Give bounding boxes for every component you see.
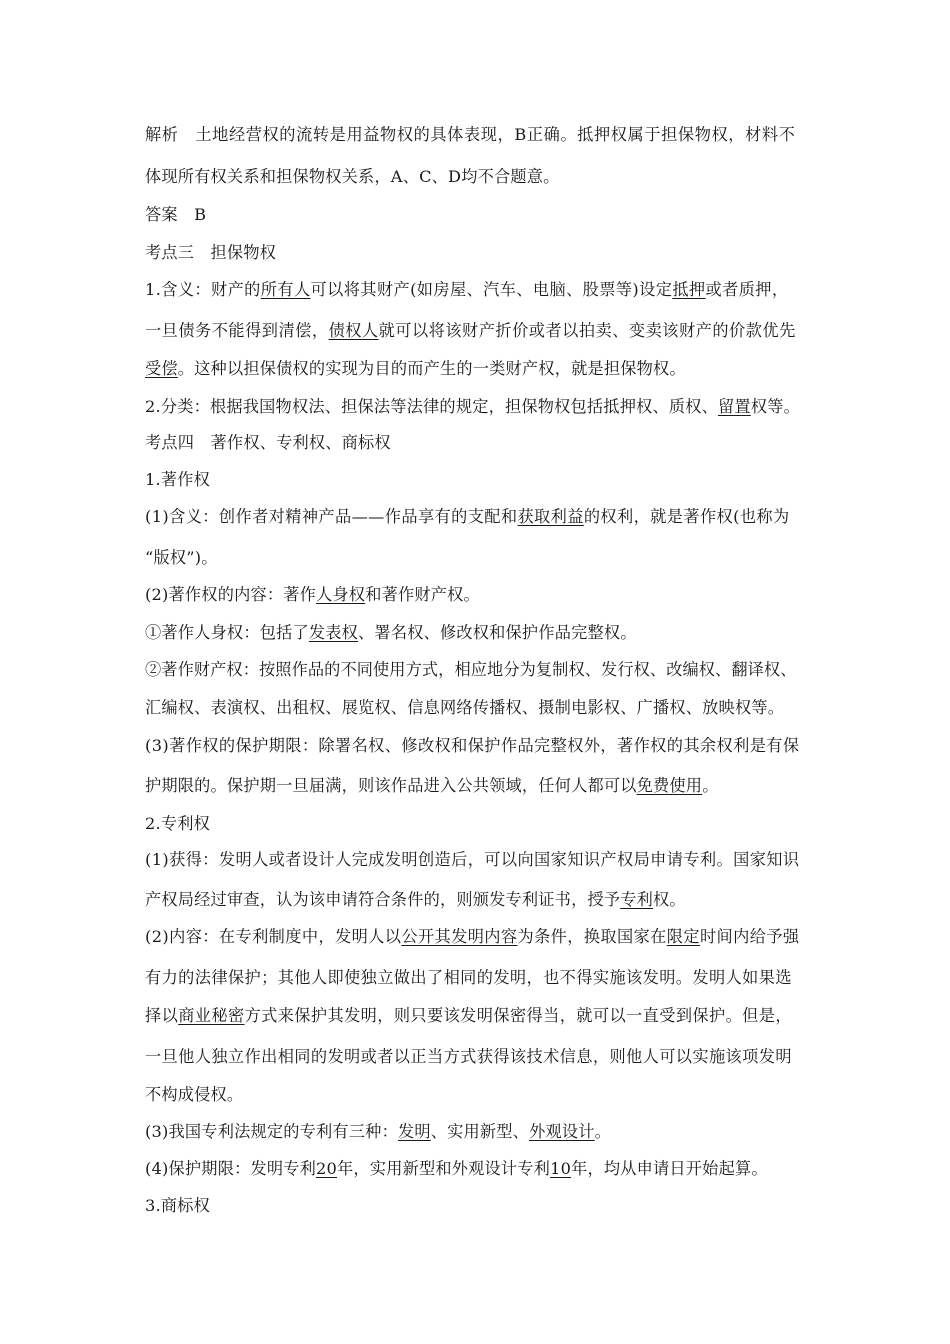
text-line: [145, 279, 815, 301]
underlined-key-term: 免费使用: [636, 776, 703, 795]
text-line: [145, 166, 815, 188]
text-segment: 年，实用新型和外观设计专利: [337, 1159, 551, 1178]
text-segment: 一旦债务不能得到清偿，: [145, 321, 329, 340]
text-line: [145, 1005, 815, 1027]
underlined-key-term: 获取利益: [517, 507, 584, 526]
underlined-key-term: 抵押: [672, 280, 706, 299]
underlined-key-term: 债权人: [328, 321, 379, 340]
text-segment: 择以: [145, 1006, 179, 1025]
text-line: [145, 1084, 815, 1106]
text-segment: 时间内给予强: [699, 927, 800, 946]
text-segment: 有力的法律保护；其他人即使独立做出了相同的发明，也不得实施该发明。发明人如果选: [145, 968, 792, 987]
text-segment: ②著作财产权：按照作品的不同使用方式，相应地分为复制权、发行权、改编权、翻译权、: [145, 660, 797, 679]
text-line: [145, 697, 815, 719]
text-line: [145, 659, 815, 681]
text-segment: 、实用新型、: [430, 1122, 530, 1141]
text-segment: 体现所有权关系和担保物权关系，A、C、D均不合题意。: [145, 167, 560, 186]
text-segment: 。这种以担保债权的实现为目的而产生的一类财产权，就是担保物权。: [177, 359, 686, 378]
text-segment: 汇编权、表演权、出租权、展览权、信息网络传播权、摄制电影权、广播权、放映权等。: [145, 698, 785, 717]
text-segment: (1)获得：发明人或者设计人完成发明创造后，可以向国家知识产权局申请专利。国家知识: [145, 850, 800, 869]
text-segment: 。: [594, 1122, 612, 1141]
text-line: [145, 396, 815, 418]
text-segment: (2)内容：在专利制度中，发明人以: [145, 927, 402, 946]
text-line: [145, 1121, 815, 1143]
text-segment: 或者质押，: [705, 280, 789, 299]
text-segment: 2.专利权: [145, 814, 211, 833]
text-line: [145, 584, 815, 606]
text-segment: 就可以将该财产折价或者以拍卖、变卖该财产的价款优先: [378, 321, 796, 340]
text-segment: 答案 B: [145, 205, 207, 224]
text-line: [145, 506, 815, 528]
text-segment: 为条件，换取国家在: [517, 927, 667, 946]
text-line: [145, 1195, 815, 1217]
text-segment: “版权”)。: [145, 548, 218, 567]
text-line: [145, 358, 815, 380]
text-line: [145, 1158, 815, 1180]
text-line: [145, 967, 815, 989]
text-segment: 考点四 著作权、专利权、商标权: [145, 433, 391, 452]
text-segment: 1.含义：财产的: [145, 280, 261, 299]
text-segment: 不构成侵权。: [145, 1085, 244, 1104]
text-segment: 考点三 担保物权: [145, 243, 277, 262]
underlined-key-term: 外观设计: [529, 1122, 595, 1141]
text-line: [145, 547, 815, 569]
text-line: [145, 849, 815, 871]
text-segment: 。: [702, 776, 719, 795]
underlined-key-term: 20: [316, 1159, 338, 1178]
text-segment: (1)含义：创作者对精神产品——作品享有的支配和: [145, 507, 518, 526]
underlined-key-term: 留置: [718, 397, 751, 416]
underlined-key-term: 所有人: [260, 280, 311, 299]
text-segment: 方式来保护其发明，则只要该发明保密得当，就可以一直受到保护。但是，: [244, 1006, 792, 1025]
underlined-key-term: 发明: [397, 1122, 431, 1141]
text-segment: 的权利，就是著作权(也称为: [583, 507, 790, 526]
underlined-key-term: 专利: [620, 890, 654, 909]
underlined-key-term: 人身权: [316, 585, 366, 604]
text-line: [145, 622, 815, 644]
text-line: [145, 926, 815, 948]
text-line: [145, 813, 815, 835]
text-segment: 2.分类：根据我国物权法、担保法等法律的规定，担保物权包括抵押权、质权、: [145, 397, 719, 416]
text-segment: (4)保护期限：发明专利: [145, 1159, 317, 1178]
text-segment: 年，均从申请日开始起算。: [571, 1159, 768, 1178]
text-line: [145, 469, 815, 491]
text-line: [145, 432, 815, 454]
text-segment: ①著作人身权：包括了: [145, 623, 309, 642]
text-line: [145, 1046, 815, 1068]
text-line: [145, 775, 815, 797]
underlined-key-term: 限定: [666, 927, 700, 946]
text-segment: 和著作财产权。: [365, 585, 480, 604]
text-segment: (3)我国专利法规定的专利有三种：: [145, 1122, 398, 1141]
text-segment: 土地经营权的流转是用益物权的具体表现，B正确。抵押权属于担保物权，材料不: [178, 125, 796, 144]
underlined-key-term: 受偿: [145, 359, 178, 378]
text-segment: (2)著作权的内容：著作: [145, 585, 317, 604]
text-segment: 可以将其财产(如房屋、汽车、电脑、股票等)设定: [310, 280, 673, 299]
underlined-key-term: 公开其发明内容: [401, 927, 518, 946]
underlined-key-term: 10: [550, 1159, 572, 1178]
text-segment: 产权局经过审查，认为该申请符合条件的，则颁发专利证书，授予: [145, 890, 621, 909]
underlined-key-term: 发表权: [308, 623, 359, 642]
underlined-key-term: 商业秘密: [178, 1006, 245, 1025]
text-segment: 、署名权、修改权和保护作品完整权。: [358, 623, 637, 642]
text-line: [145, 320, 815, 342]
text-segment: 护期限的。保护期一旦届满，则该作品进入公共领域，任何人都可以: [145, 776, 637, 795]
text-segment: 权。: [653, 890, 686, 909]
text-line: [145, 242, 815, 264]
text-line: [145, 204, 815, 226]
text-segment: 3.商标权: [145, 1196, 211, 1215]
text-segment: 1.著作权: [145, 470, 211, 489]
text-segment: (3)著作权的保护期限：除署名权、修改权和保护作品完整权外，著作权的其余权利是有保: [145, 736, 800, 755]
text-line: [145, 124, 815, 146]
text-line: [145, 735, 815, 757]
text-segment: 一旦他人独立作出相同的发明或者以正当方式获得该技术信息，则他人可以实施该项发明: [145, 1047, 792, 1066]
text-segment: 权等。: [750, 397, 800, 416]
text-segment: 解析: [145, 125, 179, 144]
text-line: [145, 889, 815, 911]
